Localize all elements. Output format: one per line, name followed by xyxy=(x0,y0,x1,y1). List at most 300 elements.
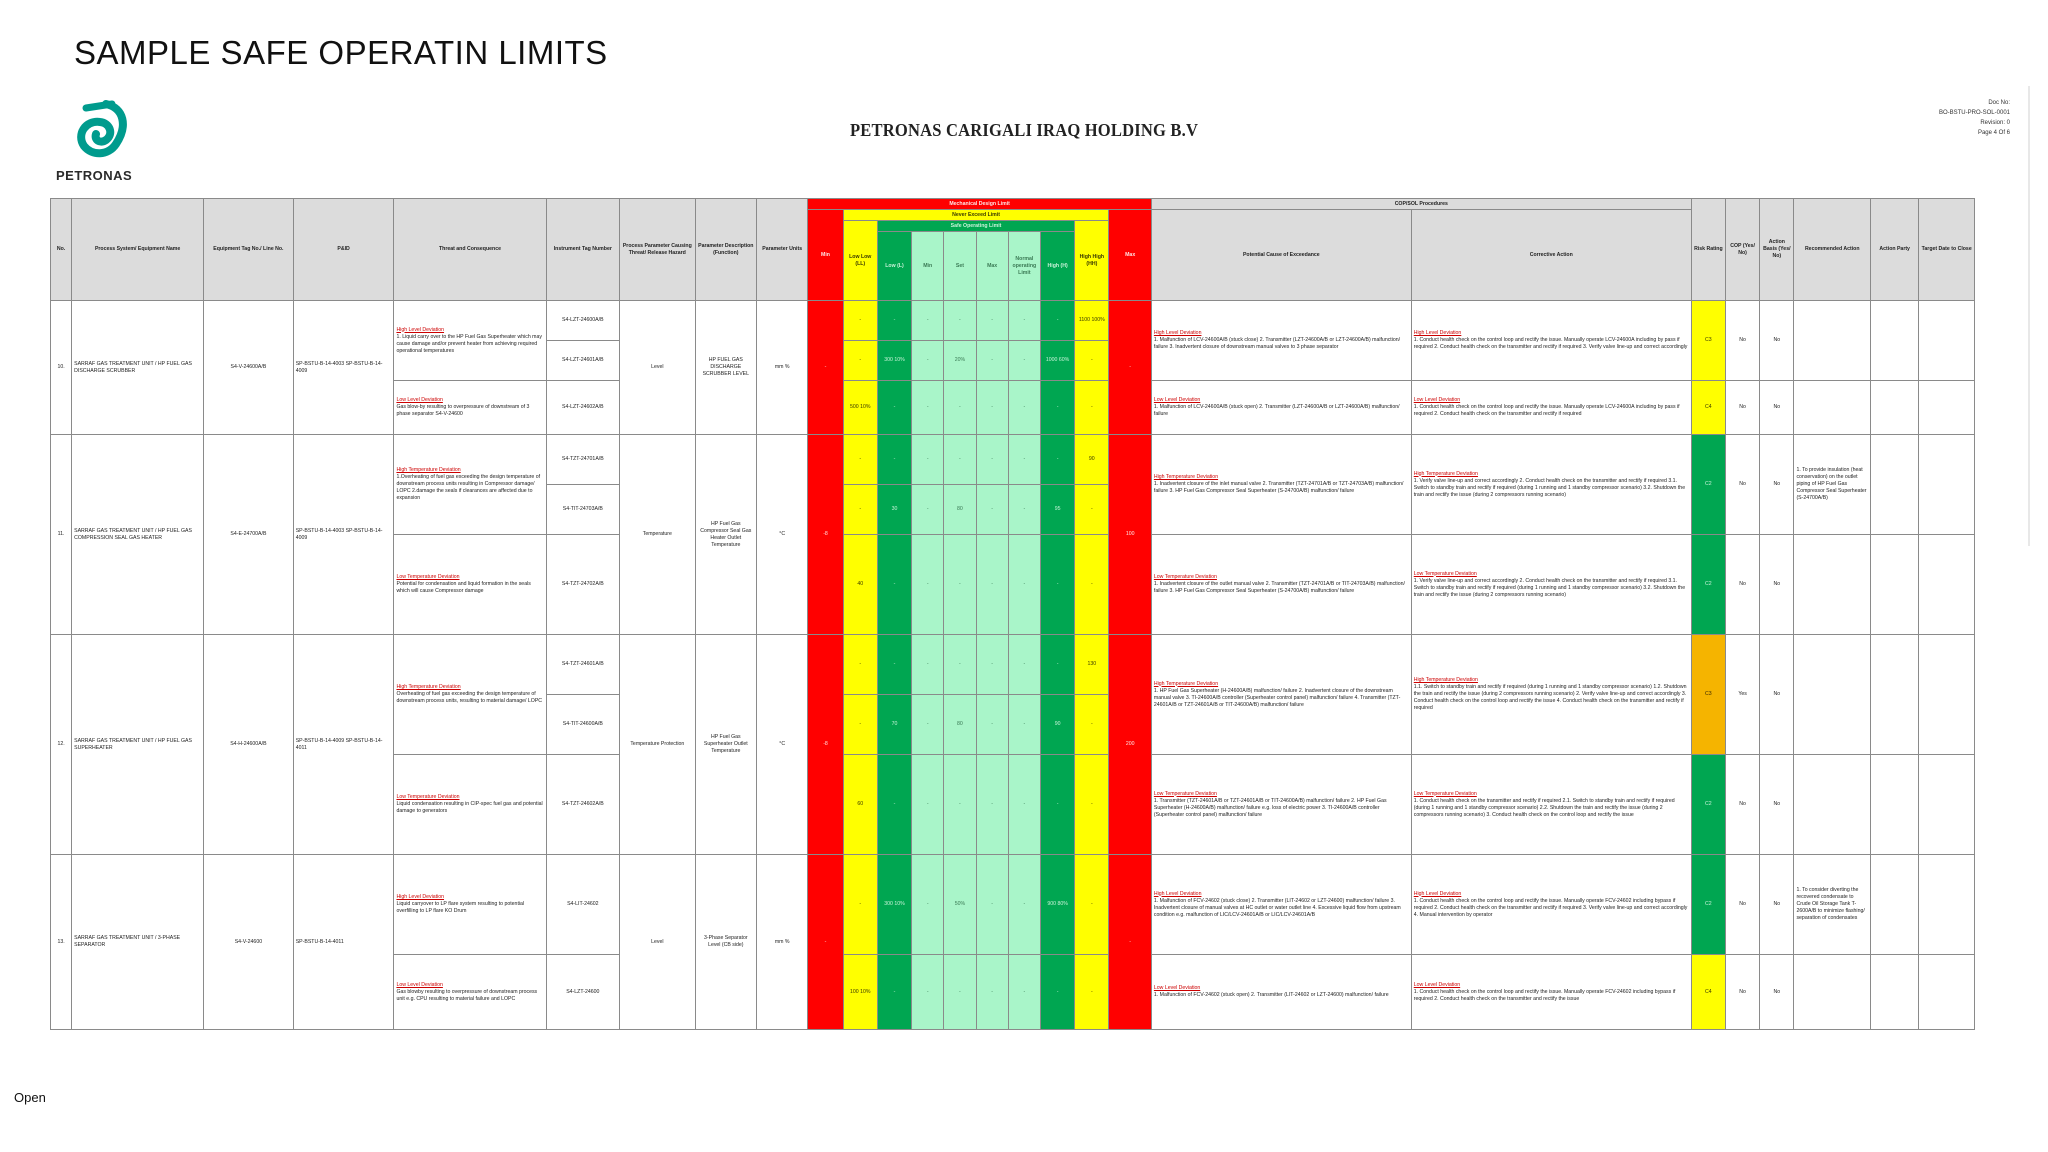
cop-yes-no: No xyxy=(1725,955,1759,1030)
action-party xyxy=(1871,381,1919,435)
corrective-action xyxy=(1411,855,1691,955)
instrument-tag: S4-TIT-24600A/B xyxy=(546,695,620,755)
limit-normal-max: - xyxy=(976,755,1008,855)
company-name: PETRONAS CARIGALI IRAQ HOLDING B.V xyxy=(850,120,1199,140)
process-system: SARRAF GAS TREATMENT UNIT / HP FUEL GAS COMPRESSION SEAL GAS HEATER xyxy=(72,435,204,635)
recommended-action: 1. To consider diverting the recovered condensate to Crude Oil Storage Tank T-2600A/B to minimize flashing/ separation of condensates xyxy=(1794,855,1871,955)
action-text: 1. Conduct health check on the control loop and rectify the issue. Manually operate FCV-24602 including bypass if required 2. Conduct health check on the transmitter and rectify if required 3. Verify valve line-up and correct accordingly 4. Manual intervention by operator xyxy=(1413,897,1688,918)
cop-yes-no: No xyxy=(1725,855,1759,955)
limit-low: 300 10% xyxy=(877,341,911,381)
limit-normal-max: - xyxy=(976,485,1008,535)
threat-text: 1.Overheating of fuel gas exceeding the design temperature of downstream process units resulting in Compressor damage/ LOPC 2.damage the seals if clearances are affected due to expansion xyxy=(396,474,541,501)
threat-text: Overheating of fuel gas exceeding the design temperature of downstream process units, resulting to material damage/ LOPC xyxy=(396,691,543,704)
col-header-low-low: Low Low (LL) xyxy=(843,221,877,301)
action-party xyxy=(1871,435,1919,535)
action-text: 1. Conduct health check on the control loop and rectify the issue. Manually operate FCV-24602 including bypass if required 2. Conduct health check on the transmitter and rectify the issue xyxy=(1413,988,1676,1002)
threat-cell xyxy=(394,755,546,855)
col-header-corrective: Corrective Action xyxy=(1411,210,1691,301)
col-header-target: Target Date to Close xyxy=(1919,199,1975,301)
threat-cell xyxy=(394,855,546,955)
action-party xyxy=(1871,855,1919,955)
action-title: High Level Deviation xyxy=(1413,330,1462,336)
limit-max: - xyxy=(1109,855,1151,1030)
target-date xyxy=(1919,435,1975,535)
instrument-tag: S4-TZT-24701A/B xyxy=(546,435,620,485)
action-title: High Level Deviation xyxy=(1413,890,1462,897)
col-header-normal-limit: Normal operating Limit xyxy=(1008,232,1040,301)
limit-high: - xyxy=(1040,301,1074,341)
doc-info xyxy=(1939,98,2010,138)
limit-low-low: 40 xyxy=(843,535,877,635)
limit-high: - xyxy=(1040,755,1074,855)
limit-normal-extra: - xyxy=(1008,435,1040,485)
col-header-design-limit: Mechanical Design Limit xyxy=(808,199,1152,210)
action-text: 1. Conduct health check on the transmitter and rectify if required 2.1. Switch to standby train and rectify if required (during 1 running and 1 standby compressor scenario) 2.2. Shutdown the train and rectify the issue (during 2 compressors running scenario) 3. Conduct health check on the control loop and rectify the issue xyxy=(1413,797,1675,818)
limit-normal-max: - xyxy=(976,301,1008,341)
cop-yes-no: No xyxy=(1725,535,1759,635)
cause-title: High Temperature Deviation xyxy=(1153,474,1219,480)
action-text: 1.1. Switch to standby train and rectify if required (during 1 running and 1 standby compressor scenario) 1.2. Shutdown the train and rectify the issue (during 2 compressors running scenario) 2. Verify valve line-up and correct accordingly 3. Conduct health check on the control loop and rectify the issue 4. Conduct health check on the transmitter and rectify if required xyxy=(1413,684,1687,711)
limit-normal-max: - xyxy=(976,955,1008,1030)
cause-text: 1. Inadvertent closure of the outlet manual valve 2. Transmitter (TZT-24701A/B or TIT-24703A/B) malfunction/ failure 3. HP Fuel Gas Compressor Seal Superheater (S-24700A/B) malfunction/ failure xyxy=(1153,581,1405,594)
limit-normal-extra: - xyxy=(1008,301,1040,341)
limit-normal-min: - xyxy=(912,635,944,695)
doc-info-line: Doc No: xyxy=(1988,100,2010,106)
limit-high-high: - xyxy=(1075,955,1109,1030)
table-row xyxy=(51,301,1975,341)
limit-low-low: - xyxy=(843,435,877,485)
equipment-tag: S4-H-24600A/B xyxy=(204,635,294,855)
doc-info-line: BO-BSTU-PRO-SOL-0001 xyxy=(1938,110,2010,116)
risk-rating: C4 xyxy=(1691,381,1725,435)
limit-normal-min: - xyxy=(912,485,944,535)
risk-rating: C2 xyxy=(1691,755,1725,855)
cop-yes-no: No xyxy=(1725,381,1759,435)
threat-title: High Level Deviation xyxy=(396,894,445,900)
limit-normal-set: - xyxy=(944,955,976,1030)
action-basis: No xyxy=(1760,855,1794,955)
process-system: SARRAF GAS TREATMENT UNIT / 3-PHASE SEPARATOR xyxy=(72,855,204,1030)
instrument-tag: S4-TZT-24602A/B xyxy=(546,755,620,855)
limit-normal-min: - xyxy=(912,381,944,435)
limit-low: 300 10% xyxy=(877,855,911,955)
threat-cell xyxy=(394,535,546,635)
parameter-description: HP Fuel Gas Compressor Seal Gas Heater Outlet Temperature xyxy=(695,435,756,635)
threat-title: Low Level Deviation xyxy=(396,397,443,403)
doc-info-line: Page 4 Of 6 xyxy=(1977,130,2010,136)
limit-normal-max: - xyxy=(976,435,1008,485)
limit-low: - xyxy=(877,635,911,695)
target-date xyxy=(1919,635,1975,755)
col-header-action-basis: Action Basis (Yes/ No) xyxy=(1760,199,1794,301)
potential-cause xyxy=(1151,755,1411,855)
limit-high: 95 xyxy=(1040,485,1074,535)
threat-title: Low Temperature Deviation xyxy=(396,574,460,580)
limit-high-high: - xyxy=(1075,695,1109,755)
classification-label: Open xyxy=(14,1090,46,1105)
document-edge xyxy=(2028,86,2030,546)
limit-low-low: 100 10% xyxy=(843,955,877,1030)
target-date xyxy=(1919,755,1975,855)
cause-title: High Temperature Deviation xyxy=(1153,680,1219,687)
instrument-tag: S4-TIT-24703A/B xyxy=(546,485,620,535)
action-basis: No xyxy=(1760,535,1794,635)
cause-title: High Level Deviation xyxy=(1153,890,1202,897)
action-text: 1. Verify valve line-up and correct accordingly 2. Conduct health check on the transmitter and rectify if required 3.1. Switch to standby train and rectify if required (during 1 running and 1 standby compressor scenario) 3.2. Shutdown the train and rectify the issue (during 2 compressors running scenario) xyxy=(1413,477,1686,498)
col-header-cop: COP/SOL Procedures xyxy=(1151,199,1691,210)
instrument-tag: S4-TZT-24601A/B xyxy=(546,635,620,695)
recommended-action xyxy=(1794,381,1871,435)
risk-rating: C2 xyxy=(1691,435,1725,535)
col-header-safe-limit: Safe Operating Limit xyxy=(877,221,1074,232)
limit-normal-set: - xyxy=(944,381,976,435)
limit-normal-extra: - xyxy=(1008,535,1040,635)
parameter-units: °C xyxy=(757,435,808,635)
limit-high-high: - xyxy=(1075,535,1109,635)
threat-title: High Level Deviation xyxy=(396,326,445,333)
parameter-units: °C xyxy=(757,635,808,855)
potential-cause xyxy=(1151,301,1411,381)
target-date xyxy=(1919,535,1975,635)
action-basis: No xyxy=(1760,755,1794,855)
action-text: 1. Conduct health check on the control loop and rectify the issue. Manually operate LCV-24600A including by pass if required 2. Conduct health check on the transmitter and rectify if required xyxy=(1413,404,1680,417)
instrument-tag: S4-LZT-24600A/B xyxy=(546,301,620,341)
cause-text: 1. HP Fuel Gas Superheater (H-24600A/B) malfunction/ failure 2. Inadvertent closure of the downstream manual valve 3. TI-24600A/B controller (Superheater control panel) malfunction/ failure 4. Transmitter (TZT-24601A/B or TZT-24601A/B or TIT-24600A/B) malfunction/ failure xyxy=(1153,687,1401,708)
parameter-units: mm % xyxy=(757,301,808,435)
limit-normal-extra: - xyxy=(1008,485,1040,535)
limit-normal-min: - xyxy=(912,535,944,635)
limit-low-low: - xyxy=(843,695,877,755)
limit-low-low: - xyxy=(843,855,877,955)
risk-rating: C3 xyxy=(1691,301,1725,381)
action-title: Low Temperature Deviation xyxy=(1413,570,1477,577)
corrective-action xyxy=(1411,755,1691,855)
limit-normal-min: - xyxy=(912,855,944,955)
col-header-inst-tag: Instrument Tag Number xyxy=(546,199,620,301)
threat-title: Low Temperature Deviation xyxy=(396,794,460,800)
process-parameter: Temperature xyxy=(620,435,696,635)
instrument-tag: S4-LIT-24602 xyxy=(546,855,620,955)
limit-low-low: - xyxy=(843,341,877,381)
pid-reference: SP-BSTU-B-14-4003 SP-BSTU-B-14-4009 xyxy=(293,435,394,635)
potential-cause xyxy=(1151,635,1411,755)
col-header-risk: Risk Rating xyxy=(1691,199,1725,301)
sol-document xyxy=(50,98,2010,1000)
pid-reference: SP-BSTU-B-14-4011 xyxy=(293,855,394,1030)
recommended-action xyxy=(1794,755,1871,855)
limit-normal-max: - xyxy=(976,341,1008,381)
limit-normal-max: - xyxy=(976,855,1008,955)
action-title: Low Level Deviation xyxy=(1413,981,1461,988)
col-header-pid: P&ID xyxy=(293,199,394,301)
recommended-action xyxy=(1794,635,1871,755)
limit-high-high: 90 xyxy=(1075,435,1109,485)
threat-text: Liquid carryover to LP flare system resulting to potential overfilling to LP flare KO Drum xyxy=(396,901,525,914)
action-party xyxy=(1871,955,1919,1030)
limit-high-high: 130 xyxy=(1075,635,1109,695)
limit-normal-max: - xyxy=(976,695,1008,755)
limit-normal-max: - xyxy=(976,381,1008,435)
row-number: 11. xyxy=(51,435,72,635)
limit-normal-extra: - xyxy=(1008,855,1040,955)
limit-low-low: - xyxy=(843,485,877,535)
col-header-system: Process System/ Equipment Name xyxy=(72,199,204,301)
potential-cause xyxy=(1151,535,1411,635)
equipment-tag: S4-V-24600 xyxy=(204,855,294,1030)
logo-text: PETRONAS xyxy=(56,168,133,183)
col-header-min: Min xyxy=(808,210,843,301)
limit-high: 1000 60% xyxy=(1040,341,1074,381)
limit-high: - xyxy=(1040,955,1074,1030)
pid-reference: SP-BSTU-B-14-4003 SP-BSTU-B-14-4009 xyxy=(293,301,394,435)
parameter-units: mm % xyxy=(757,855,808,1030)
limit-normal-extra: - xyxy=(1008,635,1040,695)
cause-title: High Level Deviation xyxy=(1153,330,1202,336)
limit-low-low: - xyxy=(843,301,877,341)
limit-normal-extra: - xyxy=(1008,341,1040,381)
process-parameter: Temperature Protection xyxy=(620,635,696,855)
recommended-action xyxy=(1794,955,1871,1030)
action-basis: No xyxy=(1760,381,1794,435)
process-system: SARRAF GAS TREATMENT UNIT / HP FUEL GAS DISCHARGE SCRUBBER xyxy=(72,301,204,435)
limit-low: - xyxy=(877,755,911,855)
limit-max: - xyxy=(1109,301,1151,435)
col-header-recommended: Recommended Action xyxy=(1794,199,1871,301)
corrective-action xyxy=(1411,535,1691,635)
action-title: Low Level Deviation xyxy=(1413,397,1461,403)
cop-yes-no: No xyxy=(1725,435,1759,535)
threat-text: Liquid condensation resulting in CIP-spec fuel gas and potential damage to generators xyxy=(396,801,543,814)
cause-text: 1. Transmitter (TZT-24601A/B or TZT-24601A/B or TIT-24600A/B) malfunction/ failure 2. HP Fuel Gas Superheater (H-24600A/B) malfunction/ failure e.g. loss of electric power 3. TI-24600A/B controller (Superheater control panel) malfunction/ failure xyxy=(1153,797,1387,818)
threat-cell xyxy=(394,381,546,435)
col-header-normal-min: Min xyxy=(912,232,944,301)
equipment-tag: S4-V-24600A/B xyxy=(204,301,294,435)
cause-title: Low Temperature Deviation xyxy=(1153,574,1217,580)
limit-high-high: - xyxy=(1075,855,1109,955)
limit-normal-set: 50% xyxy=(944,855,976,955)
process-parameter: Level xyxy=(620,301,696,435)
threat-title: Low Level Deviation xyxy=(396,981,443,988)
recommended-action xyxy=(1794,301,1871,381)
limit-normal-set: 80 xyxy=(944,485,976,535)
limit-normal-set: 80 xyxy=(944,695,976,755)
row-number: 12. xyxy=(51,635,72,855)
limit-normal-set: - xyxy=(944,301,976,341)
table-row xyxy=(51,855,1975,955)
risk-rating: C4 xyxy=(1691,955,1725,1030)
threat-cell xyxy=(394,435,546,535)
cause-title: Low Temperature Deviation xyxy=(1153,790,1217,797)
target-date xyxy=(1919,855,1975,955)
limit-min: - xyxy=(808,855,843,1030)
instrument-tag: S4-LZT-24601A/B xyxy=(546,341,620,381)
action-basis: No xyxy=(1760,635,1794,755)
limit-normal-min: - xyxy=(912,695,944,755)
cop-yes-no: No xyxy=(1725,755,1759,855)
limit-min: - xyxy=(808,301,843,435)
threat-cell xyxy=(394,301,546,381)
limit-high: - xyxy=(1040,535,1074,635)
potential-cause xyxy=(1151,435,1411,535)
action-party xyxy=(1871,535,1919,635)
cause-text: 1. Malfunction of FCV-24602 (stuck open) 2. Transmitter (LIT-24602 or LZT-24600) malfunction/ failure xyxy=(1153,992,1389,998)
cop-yes-no: No xyxy=(1725,301,1759,381)
cause-title: Low Level Deviation xyxy=(1153,985,1201,991)
cause-title: Low Level Deviation xyxy=(1153,397,1201,403)
row-number: 10. xyxy=(51,301,72,435)
col-header-party: Action Party xyxy=(1871,199,1919,301)
action-party xyxy=(1871,755,1919,855)
limit-high: - xyxy=(1040,635,1074,695)
limit-normal-extra: - xyxy=(1008,955,1040,1030)
limit-normal-min: - xyxy=(912,955,944,1030)
limit-normal-extra: - xyxy=(1008,695,1040,755)
limit-high: - xyxy=(1040,381,1074,435)
limit-high: 900 80% xyxy=(1040,855,1074,955)
potential-cause xyxy=(1151,855,1411,955)
cause-text: 1. Inadvertent closure of the inlet manual valve 2. Transmitter (TZT-24701A/B or TZT-24703A/B) malfunction/ failure 3. HP Fuel Gas Compressor Seal Superheater (S-24700A/B) malfunction/ failure xyxy=(1153,481,1404,494)
corrective-action xyxy=(1411,635,1691,755)
limit-low: - xyxy=(877,381,911,435)
instrument-tag: S4-LZT-24602A/B xyxy=(546,381,620,435)
risk-rating: C3 xyxy=(1691,635,1725,755)
action-basis: No xyxy=(1760,435,1794,535)
threat-cell xyxy=(394,635,546,755)
page-title: SAMPLE SAFE OPERATIN LIMITS xyxy=(74,34,608,71)
col-header-low: Low (L) xyxy=(877,232,911,301)
cause-text: 1. Malfunction of LCV-24600A/B (stuck open) 2. Transmitter (LZT-24600A/B or LZT-24600A/B) malfunction/ failure xyxy=(1153,404,1400,417)
limit-low: - xyxy=(877,435,911,485)
limit-low: - xyxy=(877,301,911,341)
limit-high-high: - xyxy=(1075,485,1109,535)
corrective-action xyxy=(1411,955,1691,1030)
row-number: 13. xyxy=(51,855,72,1030)
limit-min: -8 xyxy=(808,635,843,855)
limit-high-high: - xyxy=(1075,755,1109,855)
action-party xyxy=(1871,301,1919,381)
target-date xyxy=(1919,301,1975,381)
col-header-threat: Threat and Consequence xyxy=(394,199,546,301)
col-header-normal-max: Max xyxy=(976,232,1008,301)
threat-cell xyxy=(394,955,546,1030)
table-row xyxy=(51,435,1975,485)
corrective-action xyxy=(1411,301,1691,381)
action-text: 1. Conduct health check on the control loop and rectify the issue. Manually operate LCV-24600A including by pass if required 2. Conduct health check on the transmitter and rectify if required 3. Verify valve line-up and correct accordingly xyxy=(1413,337,1688,350)
action-title: Low Temperature Deviation xyxy=(1413,790,1477,797)
limit-normal-max: - xyxy=(976,635,1008,695)
table-row xyxy=(51,635,1975,695)
corrective-action xyxy=(1411,381,1691,435)
recommended-action: 1. To provide insulation (heat conservation) on the outlet piping of HP Fuel Gas Compressor Seal Superheater (S-24700A/B) xyxy=(1794,435,1871,535)
limit-normal-min: - xyxy=(912,341,944,381)
instrument-tag: S4-TZT-24702A/B xyxy=(546,535,620,635)
parameter-description: HP Fuel Gas Superheater Outlet Temperature xyxy=(695,635,756,855)
limit-normal-set: - xyxy=(944,755,976,855)
potential-cause xyxy=(1151,381,1411,435)
col-header-cop-yn: COP (Yes/ No) xyxy=(1725,199,1759,301)
limit-normal-extra: - xyxy=(1008,381,1040,435)
col-header-never-exceed: Never Exceed Limit xyxy=(843,210,1109,221)
limit-low: 30 xyxy=(877,485,911,535)
limit-low: - xyxy=(877,955,911,1030)
parameter-description: HP FUEL GAS DISCHARGE SCRUBBER LEVEL xyxy=(695,301,756,435)
limit-low-low: 500 10% xyxy=(843,381,877,435)
action-basis: No xyxy=(1760,301,1794,381)
limit-low-low: 60 xyxy=(843,755,877,855)
equipment-tag: S4-E-24700A/B xyxy=(204,435,294,635)
limit-normal-min: - xyxy=(912,301,944,341)
action-title: High Temperature Deviation xyxy=(1413,677,1478,683)
limit-normal-min: - xyxy=(912,435,944,485)
cop-yes-no: Yes xyxy=(1725,635,1759,755)
col-header-high: High (H) xyxy=(1040,232,1074,301)
limit-high-high: 1100 100% xyxy=(1075,301,1109,341)
limit-high-high: - xyxy=(1075,381,1109,435)
limit-normal-set: 20% xyxy=(944,341,976,381)
action-basis: No xyxy=(1760,955,1794,1030)
threat-title: High Temperature Deviation xyxy=(396,684,461,690)
limit-max: 100 xyxy=(1109,435,1151,635)
col-header-normal-set: Set xyxy=(944,232,976,301)
target-date xyxy=(1919,381,1975,435)
action-text: 1. Verify valve line-up and correct accordingly 2. Conduct health check on the transmitter and rectify if required 3.1. Switch to standby train and rectify if required (during 1 running and 1 standby compressor scenario) 3.2. Shutdown the train and rectify the issue (during 2 compressors running scenario) xyxy=(1413,577,1686,598)
threat-text: 1. Liquid carry over to the HP Fuel Gas Superheater which may cause damage and/or prevent heater from achieving required operational temperatures xyxy=(396,333,542,354)
corrective-action xyxy=(1411,435,1691,535)
col-header-param-desc: Parameter Description (Function) xyxy=(695,199,756,301)
cause-text: 1. Malfunction of FCV-24602 (stuck close) 2. Transmitter (LIT-24602 or LZT-24600) malfunction/ failure 3. Inadvertent closure of manual valves at HC outlet or water outlet line 4. Excessive liquid flow from upstream condition e.g. malfunction of LIC/LCV-24601A/B or LIC/LCV-24601A/B xyxy=(1153,897,1401,918)
col-header-tag: Equipment Tag No./ Line No. xyxy=(204,199,294,301)
col-header-max: Max xyxy=(1109,210,1151,301)
limit-normal-set: - xyxy=(944,435,976,485)
potential-cause xyxy=(1151,955,1411,1030)
col-header-no: No. xyxy=(51,199,72,301)
cause-text: 1. Malfunction of LCV-24600A/B (stuck close) 2. Transmitter (LZT-24600A/B or LZT-24600A/B) malfunction/ failure 3. Inadvertent closure of downstream manual valves to 3 phase separator xyxy=(1153,337,1401,350)
col-header-potential-cause: Potential Cause of Exceedance xyxy=(1151,210,1411,301)
limit-low-low: - xyxy=(843,635,877,695)
process-parameter: Level xyxy=(620,855,696,1030)
instrument-tag: S4-LZT-24600 xyxy=(546,955,620,1030)
limit-normal-max: - xyxy=(976,535,1008,635)
limit-normal-set: - xyxy=(944,535,976,635)
limit-max: 200 xyxy=(1109,635,1151,855)
threat-text: Gas blowby resulting to overpressure of downstream process unit e.g. CPU resulting to material failure and LOPC xyxy=(396,988,538,1002)
col-header-param-causing: Process Parameter Causing Threat/ Release Hazard xyxy=(620,199,696,301)
limit-low: 70 xyxy=(877,695,911,755)
limit-normal-extra: - xyxy=(1008,755,1040,855)
process-system: SARRAF GAS TREATMENT UNIT / HP FUEL GAS SUPERHEATER xyxy=(72,635,204,855)
recommended-action xyxy=(1794,535,1871,635)
limit-high: 90 xyxy=(1040,695,1074,755)
doc-info-line: Revision: 0 xyxy=(1980,120,2010,126)
action-party xyxy=(1871,635,1919,755)
risk-rating: C2 xyxy=(1691,535,1725,635)
threat-text: Gas blow-by resulting to overpressure of downstream of 3 phase separator S4-V-24600 xyxy=(396,404,530,417)
safe-operating-limits-table xyxy=(50,198,1975,1030)
limit-high-high: - xyxy=(1075,341,1109,381)
col-header-high-high: High High (HH) xyxy=(1075,221,1109,301)
limit-low: - xyxy=(877,535,911,635)
limit-normal-min: - xyxy=(912,755,944,855)
action-title: High Temperature Deviation xyxy=(1413,470,1478,477)
target-date xyxy=(1919,955,1975,1030)
parameter-description: 3-Phase Separator Level (CB side) xyxy=(695,855,756,1030)
pid-reference: SP-BSTU-B-14-4009 SP-BSTU-B-14-4011 xyxy=(293,635,394,855)
limit-normal-set: - xyxy=(944,635,976,695)
threat-text: Potential for condensation and liquid formation in the seals which will cause Compressor damage xyxy=(396,581,531,594)
threat-title: High Temperature Deviation xyxy=(396,467,461,473)
limit-high: - xyxy=(1040,435,1074,485)
risk-rating: C2 xyxy=(1691,855,1725,955)
